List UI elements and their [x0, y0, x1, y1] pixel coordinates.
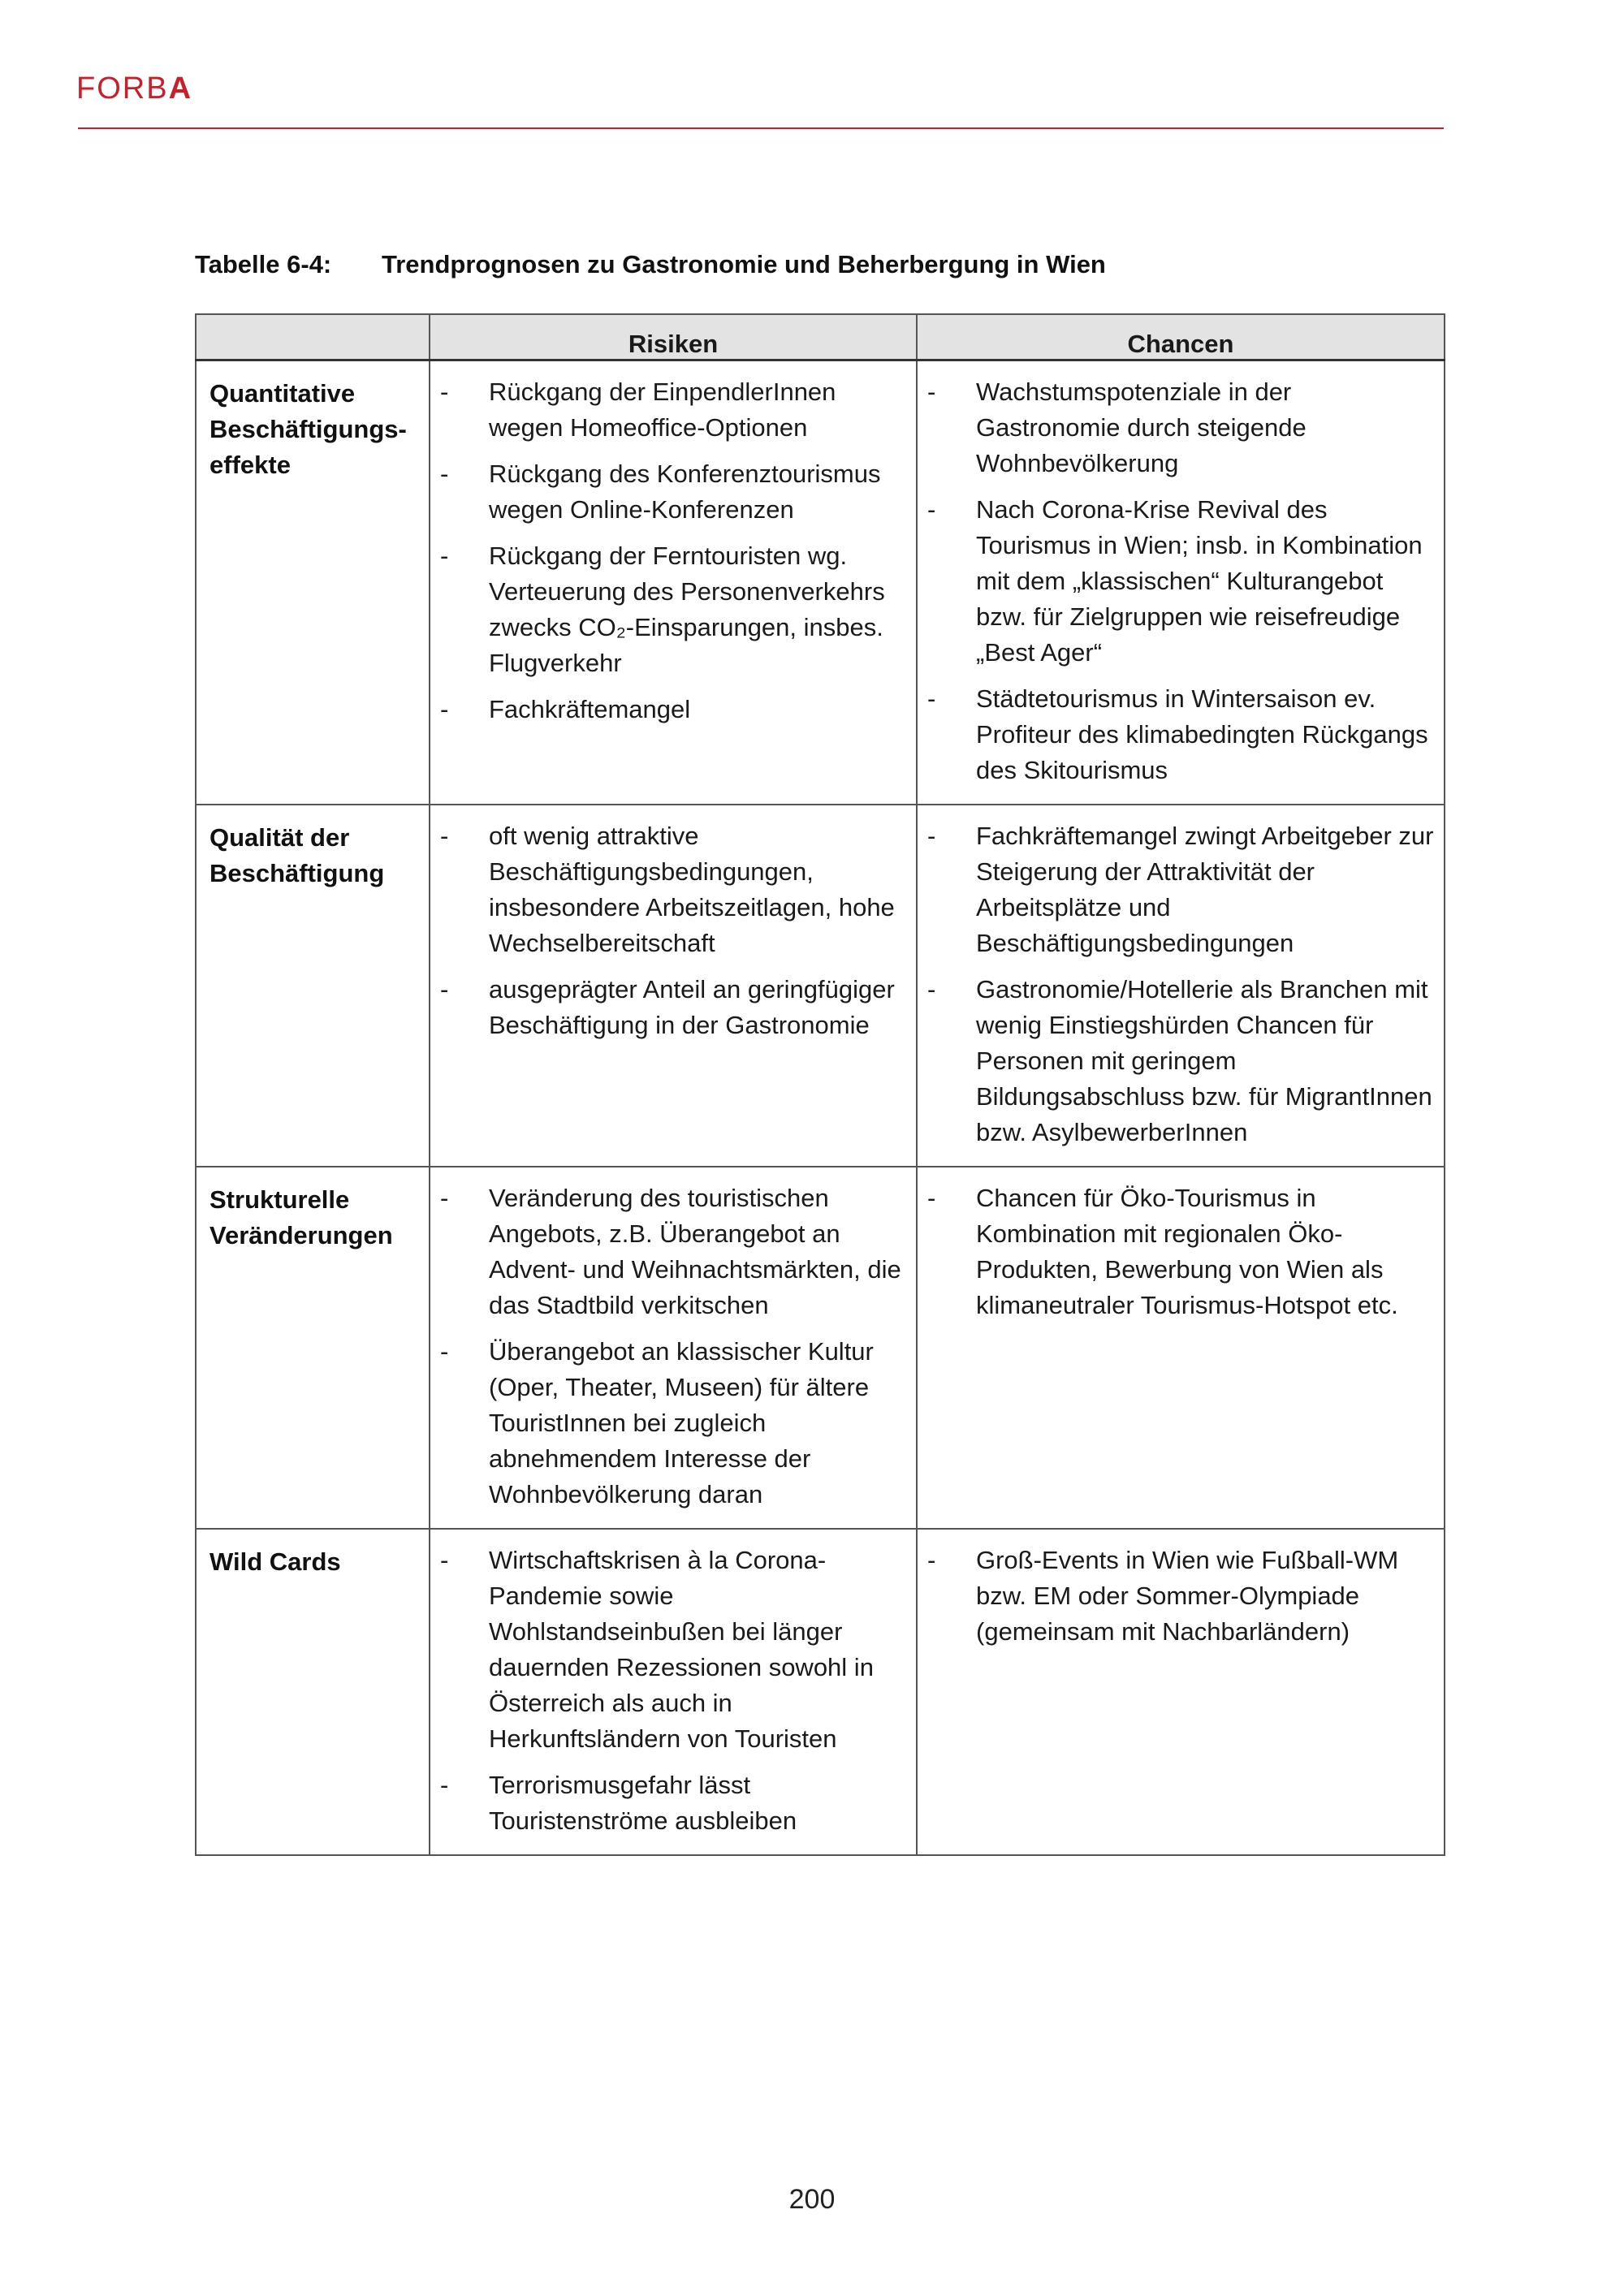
row-category: Quantitative Beschäftigungs-effekte — [196, 360, 430, 805]
chancen-cell — [917, 1167, 1445, 1529]
table-title: Trendprognosen zu Gastronomie und Beherbergung in Wien — [382, 250, 1106, 278]
table-number: Tabelle 6-4: — [195, 250, 332, 278]
header-cell-empty — [196, 314, 430, 360]
row-category: Wild Cards — [196, 1529, 430, 1855]
bullet-dash-icon: - — [927, 684, 936, 713]
bullet-dash-icon: - — [927, 495, 936, 524]
bullet-dash-icon: - — [440, 378, 449, 406]
list-item — [440, 972, 906, 1043]
list-item — [927, 818, 1434, 961]
table-caption — [195, 250, 1106, 279]
risiken-cell — [430, 1529, 917, 1855]
bullet-dash-icon: - — [440, 975, 449, 1003]
list-item — [927, 374, 1434, 481]
list-item — [440, 456, 906, 528]
bullet-dash-icon: - — [927, 1546, 936, 1574]
list-item — [440, 1767, 906, 1839]
risiken-cell — [430, 805, 917, 1167]
list-item-text: Wirtschaftskrisen à la Corona-Pandemie sowie Wohlstandseinbußen bei länger dauernden Rezessionen sowohl in Österreich als auch in Herkunftsländern von Touristen — [489, 1546, 874, 1753]
list-item-text: Terrorismusgefahr lässt Touristenströme ausbleiben — [489, 1771, 797, 1835]
list-item — [440, 1334, 906, 1513]
bullet-dash-icon: - — [440, 1546, 449, 1574]
list-item — [927, 492, 1434, 671]
logo-text-part2: A — [168, 71, 193, 106]
bullet-dash-icon: - — [440, 460, 449, 488]
list-item-text: Rückgang der Ferntouristen wg. Verteuerung des Personenverkehrs zwecks CO₂-Einsparungen, insbes. Flugverkehr — [489, 542, 885, 677]
list-item — [440, 692, 906, 727]
list-item-text: Gastronomie/Hotellerie als Branchen mit wenig Einstiegshürden Chancen für Personen mit geringem Bildungsabschluss bzw. für MigrantInnen bzw. AsylbewerberInnen — [976, 975, 1432, 1146]
header-cell-risiken: Risiken — [430, 314, 917, 360]
list-item-text: Rückgang der EinpendlerInnen wegen Homeoffice-Optionen — [489, 378, 836, 442]
bullet-dash-icon: - — [440, 1337, 449, 1366]
table-row — [196, 1167, 1445, 1529]
chancen-cell — [917, 805, 1445, 1167]
list-item — [440, 1180, 906, 1323]
list-item-text: Städtetourismus in Wintersaison ev. Profiteur des klimabedingten Rückgangs des Skitourismus — [976, 684, 1428, 784]
table-row — [196, 360, 1445, 805]
bullet-dash-icon: - — [927, 378, 936, 406]
list-item — [440, 374, 906, 446]
table-row — [196, 1529, 1445, 1855]
list-item-text: Rückgang des Konferenztourismus wegen Online-Konferenzen — [489, 460, 881, 524]
list-item-text: Wachstumspotenziale in der Gastronomie durch steigende Wohnbevölkerung — [976, 378, 1307, 477]
list-item-text: Nach Corona-Krise Revival des Tourismus in Wien; insb. in Kombination mit dem „klassischen“ Kulturangebot bzw. für Zielgruppen wie reisefreudige „Best Ager“ — [976, 495, 1423, 667]
list-item-text: Überangebot an klassischer Kultur (Oper, Theater, Museen) für ältere TouristInnen bei zugleich abnehmendem Interesse der Wohnbevölkerung daran — [489, 1337, 874, 1508]
header-divider — [78, 127, 1444, 129]
bullet-dash-icon: - — [440, 695, 449, 723]
page-number: 200 — [788, 2184, 836, 2215]
list-item-text: ausgeprägter Anteil an geringfügiger Beschäftigung in der Gastronomie — [489, 975, 895, 1039]
list-item-text: Veränderung des touristischen Angebots, z.B. Überangebot an Advent- und Weihnachtsmärkten, die das Stadtbild verkitschen — [489, 1184, 901, 1319]
bullet-dash-icon: - — [440, 822, 449, 850]
list-item-text: Groß-Events in Wien wie Fußball-WM bzw. EM oder Sommer-Olympiade (gemeinsam mit Nachbarländern) — [976, 1546, 1399, 1646]
bullet-dash-icon: - — [440, 1771, 449, 1799]
list-item-text: Fachkräftemangel — [489, 695, 691, 723]
chancen-cell — [917, 1529, 1445, 1855]
trend-table — [195, 313, 1445, 1856]
risiken-cell — [430, 360, 917, 805]
row-category: Strukturelle Veränderungen — [196, 1167, 430, 1529]
list-item — [440, 538, 906, 681]
bullet-dash-icon: - — [440, 1184, 449, 1212]
list-item — [440, 1543, 906, 1757]
bullet-dash-icon: - — [927, 822, 936, 850]
list-item-text: Fachkräftemangel zwingt Arbeitgeber zur Steigerung der Attraktivität der Arbeitsplätze und Beschäftigungsbedingungen — [976, 822, 1434, 957]
list-item — [927, 1543, 1434, 1650]
table-row — [196, 805, 1445, 1167]
forba-logo — [76, 71, 192, 106]
bullet-dash-icon: - — [927, 975, 936, 1003]
list-item — [927, 972, 1434, 1150]
list-item — [440, 818, 906, 961]
chancen-cell — [917, 360, 1445, 805]
list-item-text: oft wenig attraktive Beschäftigungsbedingungen, insbesondere Arbeitszeitlagen, hohe Wechselbereitschaft — [489, 822, 895, 957]
table-header-row — [196, 314, 1445, 360]
list-item-text: Chancen für Öko-Tourismus in Kombination mit regionalen Öko-Produkten, Bewerbung von Wien als klimaneutraler Tourismus-Hotspot etc. — [976, 1184, 1398, 1319]
list-item — [927, 1180, 1434, 1323]
header-cell-chancen: Chancen — [917, 314, 1445, 360]
row-category: Qualität der Beschäftigung — [196, 805, 430, 1167]
risiken-cell — [430, 1167, 917, 1529]
logo-text-part1: FORB — [76, 71, 169, 106]
bullet-dash-icon: - — [927, 1184, 936, 1212]
list-item — [927, 681, 1434, 788]
bullet-dash-icon: - — [440, 542, 449, 570]
